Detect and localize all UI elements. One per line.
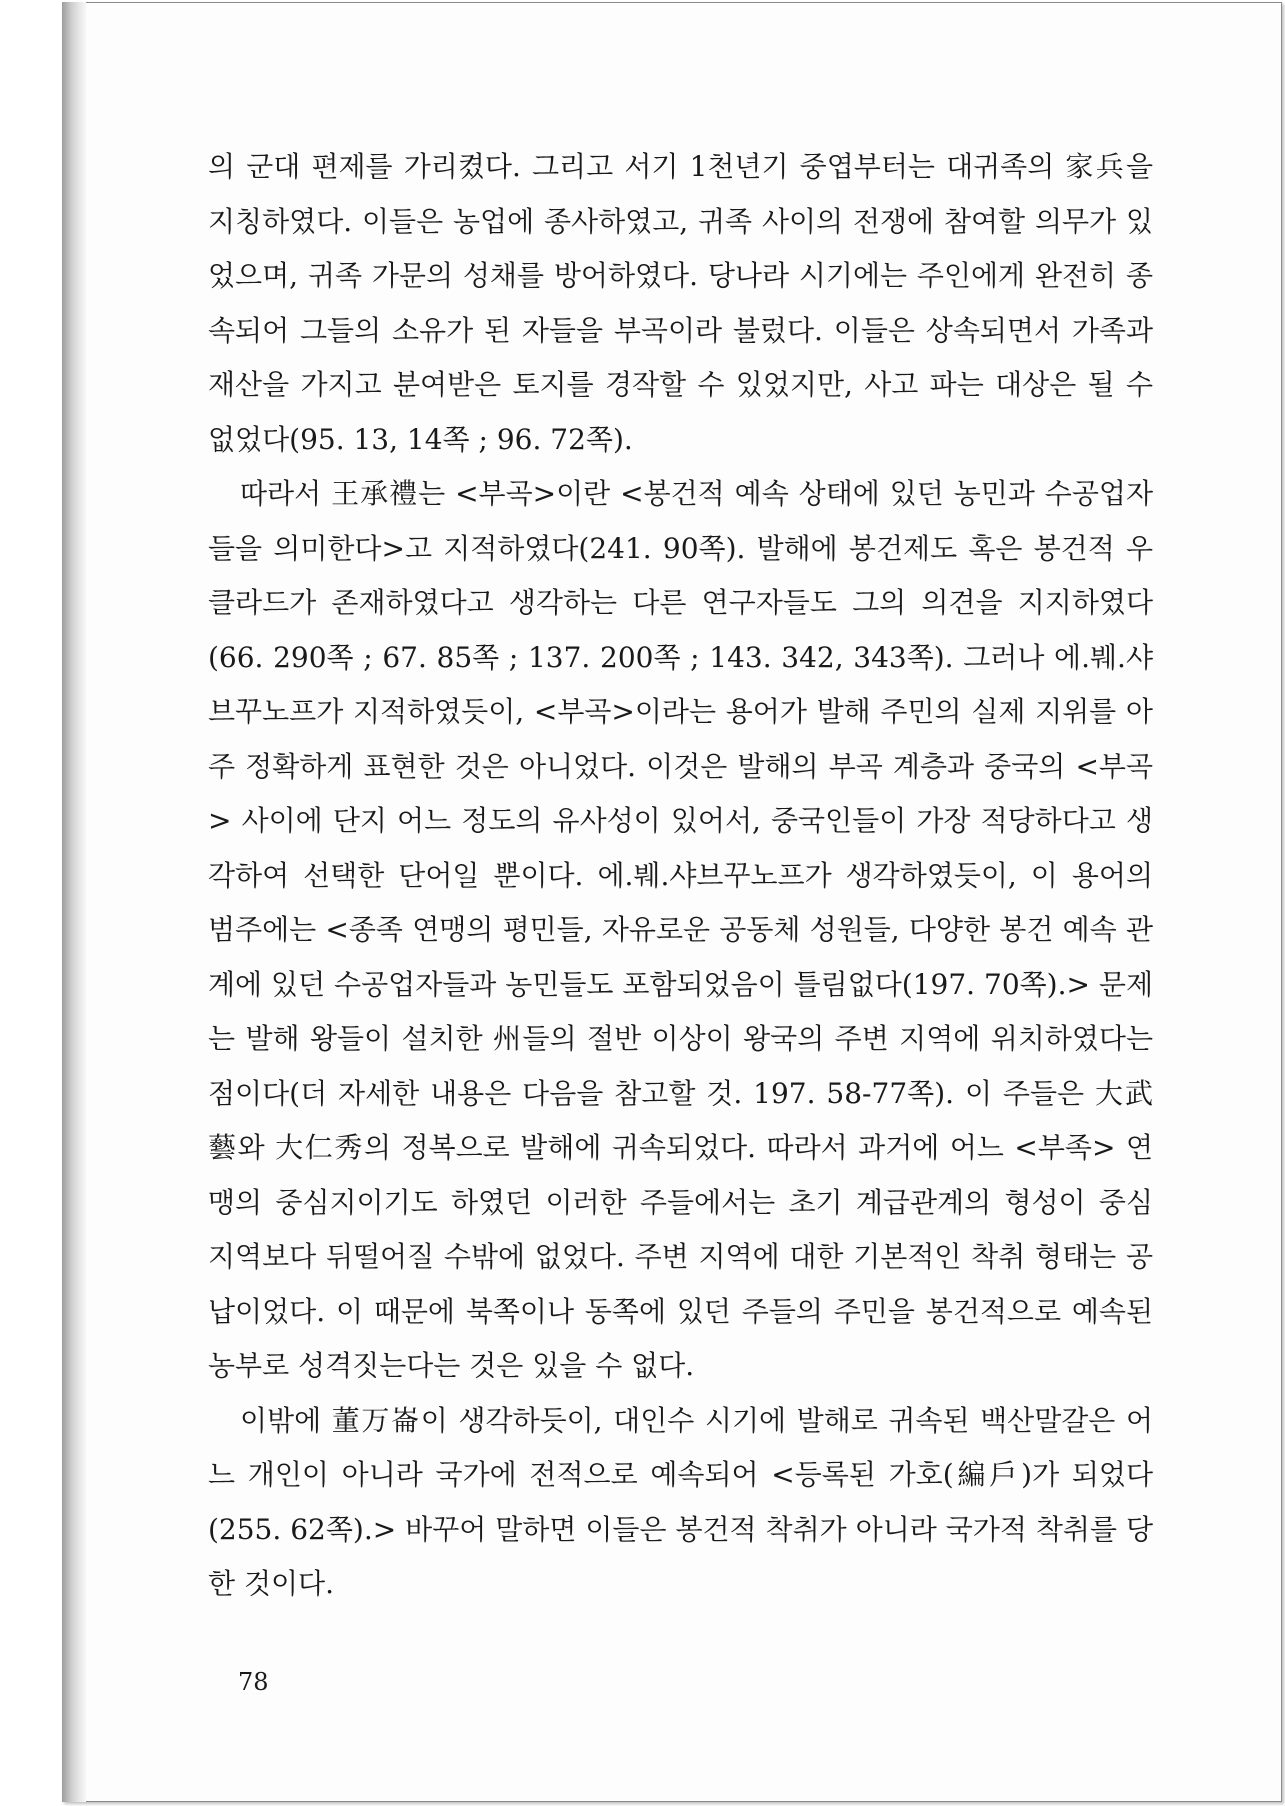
paragraph-1: 의 군대 편제를 가리켰다. 그리고 서기 1천년기 중엽부터는 대귀족의 家兵을 지칭하였다. 이들은 농업에 종사하였고, 귀족 사이의 전쟁에 참여할 의무가 있었으며, 귀족 가문의 성채를 방어하였다. 당나라 시기에는 주인에게 완전히 종속되어 그들의 소유가 된 자들을 부곡이라 불렀다. 이들은 상속되면서 가족과 재산을 가지고 분여받은 토지를 경작할 수 있었지만, 사고 파는 대상은 될 수 없었다(95. 13, 14쪽 ; 96. 72쪽). <box>208 150 1153 456</box>
page-number: 78 <box>238 1668 269 1696</box>
book-spine-shadow <box>62 2 86 1802</box>
paragraph-3: 이밖에 董万崙이 생각하듯이, 대인수 시기에 발해로 귀속된 백산말갈은 어느 개인이 아니라 국가에 전적으로 예속되어 <등록된 가호(編戶)가 되었다(255. 62쪽).> 바꾸어 말하면 이들은 봉건적 착취가 아니라 국가적 착취를 당한 것이다. <box>208 1403 1153 1600</box>
body-text <box>208 140 1153 1612</box>
paragraph-2: 따라서 王承禮는 <부곡>이란 <봉건적 예속 상태에 있던 농민과 수공업자들을 의미한다>고 지적하였다(241. 90쪽). 발해에 봉건제도 혹은 봉건적 우클라드가 존재하였다고 생각하는 다른 연구자들도 그의 의견을 지지하였다(66. 290쪽 ; 67. 85쪽 ; 137. 200쪽 ; 143. 342, 343쪽). 그러나 에.붸.샤브꾸노프가 지적하였듯이, <부곡>이라는 용어가 발해 주민의 실제 지위를 아주 정확하게 표현한 것은 아니었다. 이것은 발해의 부곡 계층과 중국의 <부곡> 사이에 단지 어느 정도의 유사성이 있어서, 중국인들이 가장 적당하다고 생각하여 선택한 단어일 뿐이다. 에.붸.샤브꾸노프가 생각하였듯이, 이 용어의 범주에는 <종족 연맹의 평민들, 자유로운 공동체 성원들, 다양한 봉건 예속 관계에 있던 수공업자들과 농민들도 포함되었음이 틀림없다(197. 70쪽).> 문제는 발해 왕들이 설치한 州들의 절반 이상이 왕국의 주변 지역에 위치하였다는 점이다(더 자세한 내용은 다음을 참고할 것. 197. 58-77쪽). 이 주들은 大武藝와 大仁秀의 정복으로 발해에 귀속되었다. 따라서 과거에 어느 <부족> 연맹의 중심지이기도 하였던 이러한 주들에서는 초기 계급관계의 형성이 중심 지역보다 뒤떨어질 수밖에 없었다. 주변 지역에 대한 기본적인 착취 형태는 공납이었다. 이 때문에 북쪽이나 동쪽에 있던 주들의 주민을 봉건적으로 예속된 농부로 성격짓는다는 것은 있을 수 없다. <box>208 477 1153 1382</box>
